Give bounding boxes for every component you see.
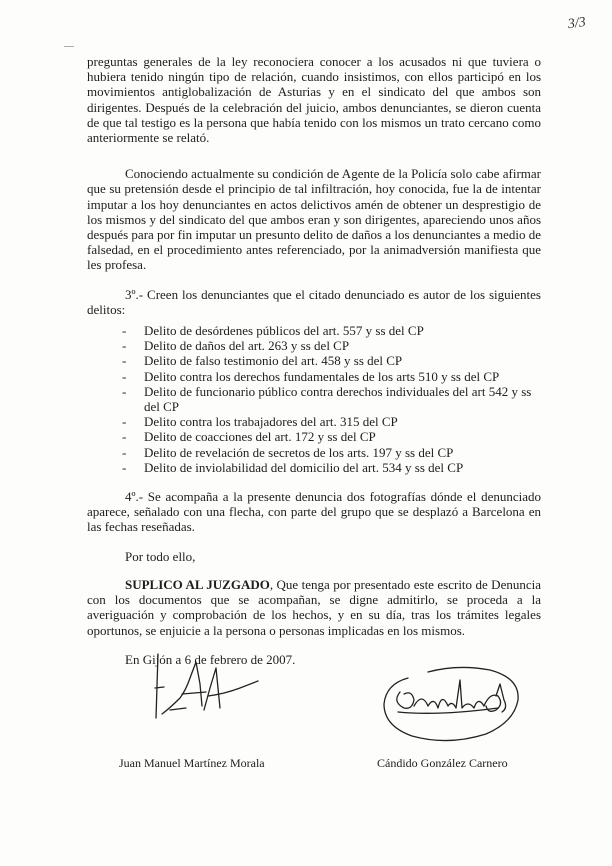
suplico-text: , Que tenga por presentado este escrito de Denuncia con los documentos que se acompañan, se digne admitirlo, se proceda a la averiguación y comprobación de los hechos, y en su día, tras los trámites legales oportunos, se enjuicie a la persona o personas implicadas en los mismos. bbox=[87, 576, 541, 638]
offense-text: Delito de falso testimonio del art. 458 y ss del CP bbox=[144, 353, 403, 369]
offense-text: Delito de inviolabilidad del domicilio del art. 534 y ss del CP bbox=[144, 459, 464, 475]
offense-item bbox=[118, 323, 541, 338]
paragraph-por-todo: Por todo ello, bbox=[125, 548, 196, 564]
offense-text: Delito contra los trabajadores del art. 315 del CP bbox=[144, 414, 398, 430]
list-dash: - bbox=[122, 459, 127, 475]
list-dash: - bbox=[122, 414, 127, 430]
signature-left bbox=[150, 648, 270, 723]
paragraph-fourth-point: 4º.- Se acompaña a la presente denuncia dos fotografías dónde el denunciado aparece, señalado con una flecha, con parte del grupo que se desplazó a Barcelona en las fechas reseñadas. bbox=[87, 489, 541, 535]
offense-item bbox=[118, 384, 541, 414]
date-line: En Gijón a 6 de febrero de 2007. bbox=[125, 651, 296, 667]
offense-item bbox=[118, 338, 541, 353]
offenses-list bbox=[118, 323, 541, 475]
offense-text: Delito de coacciones del art. 172 y ss del CP bbox=[144, 429, 376, 445]
signature-right bbox=[378, 656, 528, 748]
offense-text: Delito contra los derechos fundamentales de los arts 510 y ss del CP bbox=[144, 368, 500, 384]
offense-item bbox=[118, 445, 541, 460]
suplico-heading: SUPLICO AL JUZGADO bbox=[125, 576, 270, 592]
list-dash: - bbox=[122, 368, 127, 384]
offense-item bbox=[118, 460, 541, 475]
paragraph-infiltration: preguntas generales de la ley reconociera conocer a los acusados ni que tuviera o hubiera tenido ningún tipo de relación, cuando insistimos, con ellos participó en los movimientos antiglobalización de Asturias y en el sindicato del que ambos son dirigentes. Después de la celebración del juicio, ambos denunciantes, se dieron cuenta de que tal testigo es la persona que había tenido con los mismos un trato cercano como anteriormente se relató. bbox=[87, 54, 541, 146]
list-dash: - bbox=[122, 338, 127, 354]
offense-text: Delito de daños del art. 263 y ss del CP bbox=[144, 338, 350, 354]
list-dash: - bbox=[122, 323, 127, 339]
signatory-left-name: Juan Manuel Martínez Morala bbox=[119, 756, 265, 770]
paragraph-third-point: 3º.- Creen los denunciantes que el citado denunciado es autor de los siguientes delitos: bbox=[87, 286, 541, 317]
list-dash: - bbox=[122, 353, 127, 369]
list-dash: - bbox=[122, 429, 127, 445]
paragraph-suplico bbox=[87, 577, 541, 638]
offense-item bbox=[118, 429, 541, 444]
offense-item bbox=[118, 414, 541, 429]
list-dash: - bbox=[122, 383, 127, 399]
offense-text: Delito de funcionario público contra derechos individuales del art 542 y ss del CP bbox=[144, 383, 532, 415]
offense-text: Delito de revelación de secretos de los arts. 197 y ss del CP bbox=[144, 444, 454, 460]
offense-item bbox=[118, 353, 541, 368]
signatory-right-name: Cándido González Carnero bbox=[377, 756, 508, 770]
margin-tick bbox=[64, 46, 74, 47]
document-body bbox=[87, 54, 541, 667]
page-number-mark: 3/3 bbox=[566, 14, 587, 33]
offense-text: Delito de desórdenes públicos del art. 557 y ss del CP bbox=[144, 323, 424, 339]
paragraph-police-agent: Conociendo actualmente su condición de Agente de la Policía solo cabe afirmar que su pretensión desde el principio de tal infiltración, hoy conocida, fue la de intentar imputar a los hoy denunciantes en actos delictivos amén de obtener un desprestigio de los mismos y del sindicato del que ambos eran y son dirigentes, apareciendo unos años después para por fin imputar un presunto delito de daños a los denunciantes a medio de falsedad, en el procedimiento antes referenciado, por la animadversión manifiesta que les profesa. bbox=[87, 166, 541, 273]
offense-item bbox=[118, 369, 541, 384]
list-dash: - bbox=[122, 444, 127, 460]
